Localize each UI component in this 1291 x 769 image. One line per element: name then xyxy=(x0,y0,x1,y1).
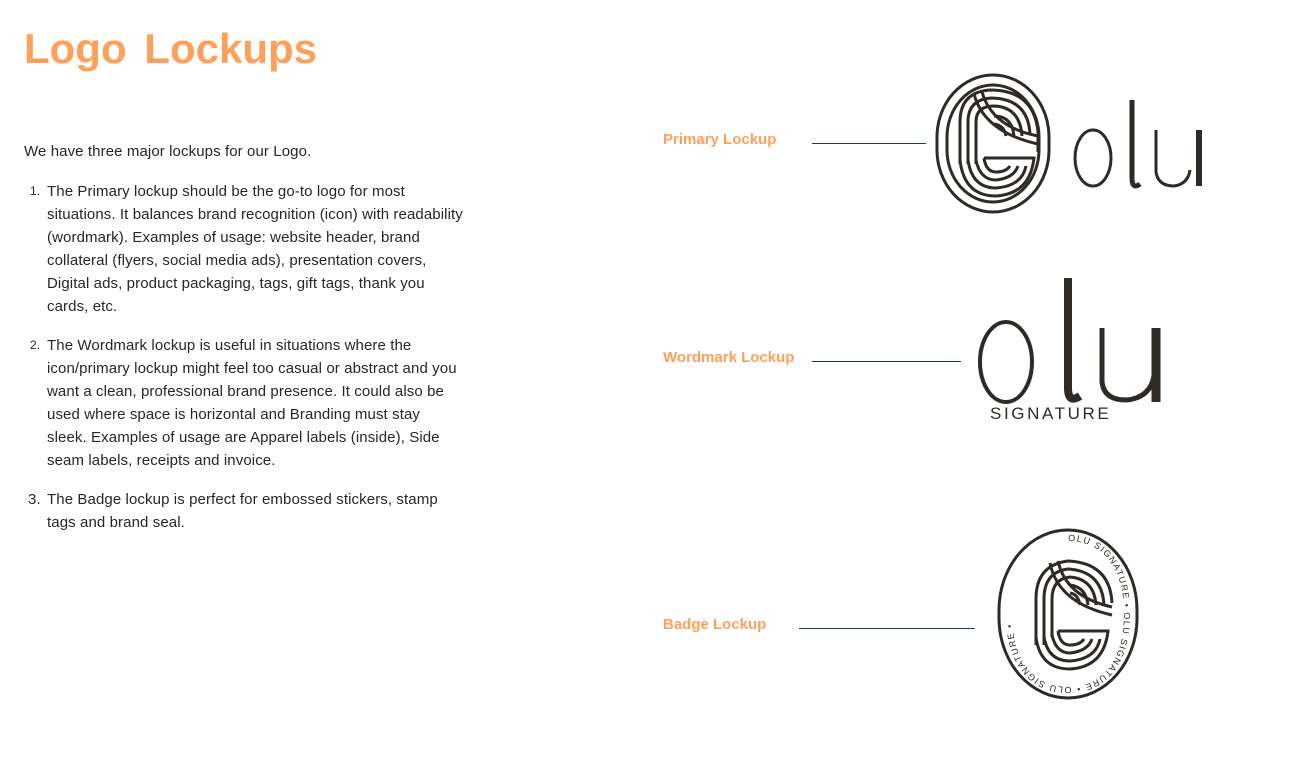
badge-lockup-connector-line xyxy=(799,628,975,629)
list-item xyxy=(24,180,464,318)
list-item xyxy=(24,334,464,472)
badge-lockup-label: Badge Lockup xyxy=(663,616,767,633)
list-item-text: The Badge lockup is perfect for embossed stickers, stamp tags and brand seal. xyxy=(47,491,438,531)
list-item xyxy=(24,488,464,534)
primary-wordmark xyxy=(1070,86,1210,196)
olu-wordmark-icon xyxy=(1070,86,1210,196)
lockup-description-list xyxy=(24,180,464,550)
primary-logo-icon xyxy=(934,72,1054,216)
wordmark-lockup-label: Wordmark Lockup xyxy=(663,349,795,366)
page-title: Logo Lockups xyxy=(24,25,317,72)
primary-lockup-connector-line xyxy=(812,143,926,144)
primary-lockup-label: Primary Lockup xyxy=(663,131,777,148)
list-number: 3. xyxy=(28,491,41,508)
wordmark-lockup-connector-line xyxy=(812,361,961,362)
intro-text: We have three major lockups for our Logo. xyxy=(24,143,312,160)
signature-text: SIGNATURE xyxy=(990,404,1112,422)
badge-ring-text: OLU SIGNATURE • OLU SIGNATURE • OLU SIGNATURE • xyxy=(1004,532,1133,696)
badge-logo-icon xyxy=(996,527,1141,701)
list-number: 1. xyxy=(30,184,41,198)
list-item-text: The Wordmark lockup is useful in situations where the icon/primary lockup might feel too casual or abstract and you want a clean, professional brand presence. It could also be used where space is horizontal and Branding must stay sleek. Examples of usage are Apparel labels (inside), Side seam labels, receipts and invoice. xyxy=(47,337,457,469)
list-item-text: The Primary lockup should be the go-to logo for most situations. It balances brand recognition (icon) with readability (wordmark). Examples of usage: website header, brand collateral (flyers, social media ads), presentation covers, Digital ads, product packaging, tags, gift tags, thank you cards, etc. xyxy=(47,183,463,315)
olu-signature-wordmark-icon xyxy=(974,276,1164,422)
wordmark-logo xyxy=(974,276,1164,422)
list-number: 2. xyxy=(30,338,41,352)
